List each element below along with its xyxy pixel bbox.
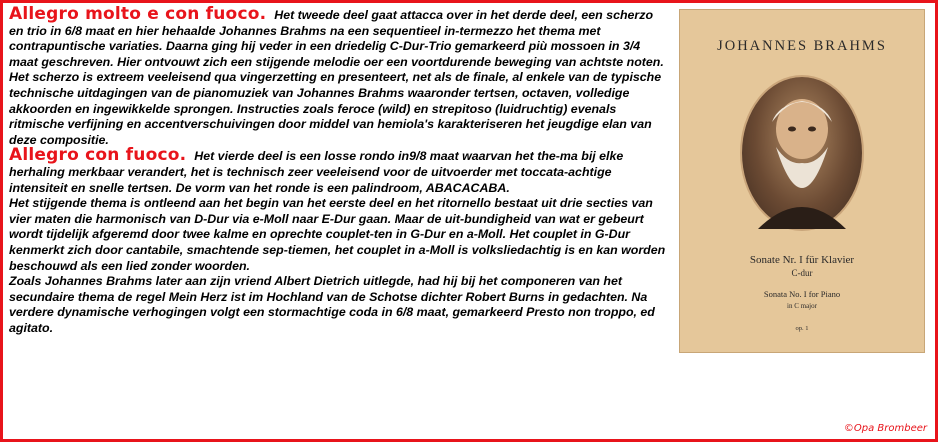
book-title: Sonate Nr. I für Klavier [749, 254, 855, 266]
section2-paragraph-2: Het stijgende thema is ontleend aan het begin van het eerste deel en het ritornello bestaat uit drie secties van vier maten die harmonisch van D-Dur via e-Moll naar E-Dur gaan. Maar de uit-bundigheid van wat er gebeurt wordt tijdelijk afgeremd door twee kalme en oprechte couplet-ten in G-Dur en a-Moll. Het couplet in G-Dur kenmerkt zich door cantabile, smachtende sep-tiemen, het couplet in a-Moll is volksliedachtig is en kan worden beschouwd als een lied zonder woorden. [9, 196, 666, 273]
section1-paragraph-1 [9, 4, 667, 70]
section2-heading: Allegro con fuoco. [9, 145, 187, 166]
credit-text: ©Opa Brombeer [843, 423, 927, 434]
article-text [9, 4, 667, 336]
book-composer: JOHANNES BRAHMS [717, 38, 887, 54]
section2-paragraph-1 [9, 145, 667, 196]
book-opus: op. 1 [795, 325, 809, 332]
portrait-illustration [742, 77, 862, 229]
book-cover-image [679, 9, 925, 353]
book-key: C-dur [791, 268, 813, 278]
book-subkey: in C major [787, 302, 817, 310]
section2-paragraph-3: Zoals Johannes Brahms later aan zijn vriend Albert Dietrich uitlegde, had hij bij het componeren van het secundaire thema de regel Mein Herz ist im Hochland van de Schotse dichter Robert Burns in gedachten. Na verdere dynamische verhogingen volgt een stormachtige coda in 6/8 maat, gemarkeerd Presto non troppo, ed agitato. [9, 274, 655, 335]
brahms-portrait [742, 77, 862, 229]
section2-text-1: Het vierde deel is een losse rondo in9/8 maat waarvan het the-ma bij elke herhaling merkbaar verandert, het is technisch zeer veeleisend voor de uitvoerder met toccata-achtige intensiteit en snelle tertsen. De vorm van het ronde is een palindroom, ABACACABA. [9, 149, 624, 195]
book-subtitle: Sonata No. I for Piano [763, 289, 841, 299]
section1-heading: Allegro molto e con fuoco. [9, 4, 267, 24]
section1-paragraph-2: Het scherzo is extreem veeleisend qua vingerzetting en presenteert, net als de finale, al enkele van de typische technische uitdagingen van de pianomuziek van Johannes Brahms waaronder tertsen, octaven, volledige akkoorden en ingewikkelde sprongen. Instructies zoals feroce (wild) en strepitoso (luidruchtig) evenals ritmische verfijning en accentverschuivingen door middel van hemiola's karakteriseren het jeugdige elan van deze compositie. [9, 70, 662, 147]
section1-text-1: Het tweede deel gaat attacca over in het derde deel, een scherzo en trio in 6/8 maat en hier hehaalde Johannes Brahms na een sequentieel in-termezzo het thema met contrapuntische variaties. Daarna ging hij veder in een driedelig C-Dur-Trio gemarkeerd più mossoen in 3/4 maat geschreven. Hier ontvouwt zich een stijgende melodie oer een voortdurende beweging van achtste noten. [9, 8, 664, 69]
